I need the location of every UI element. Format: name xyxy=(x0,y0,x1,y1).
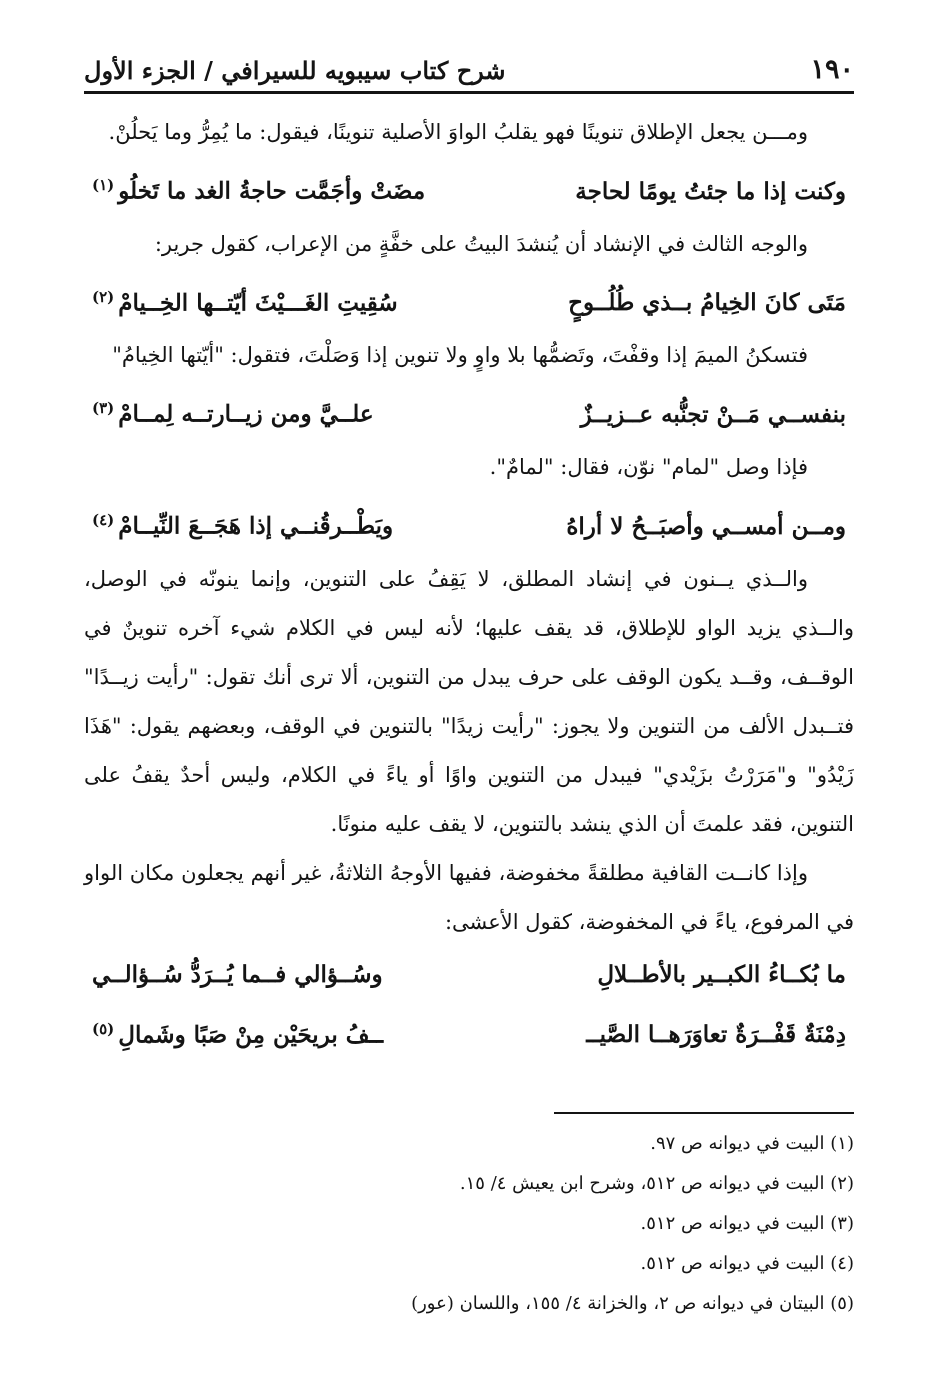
paragraph-4: فإذا وصل "لمام" نوّن، فقال: "لمامٌ". xyxy=(489,454,808,479)
verse-1-second-hemistich xyxy=(92,159,425,218)
page-number: ١٩٠ xyxy=(810,54,854,85)
verse-2 xyxy=(84,271,854,330)
verse-2-second-text: سُقِيتِ الغَـــيْثَ أيّتــها الخِــيامْ xyxy=(118,289,398,317)
paragraph-6: وإذا كانــت القافية مطلقةً مخفوضة، ففيها الأوجهُ الثلاثةُ، غير أنهم يجعلون مكان الواو في المرفوع، ياءً في المخفوضة، كقول الأعشى: xyxy=(84,860,854,934)
footnote-5: (٥) البيتان في ديوانه ص ٢، والخزانة ٤/ ١٥٥، واللسان (عور) xyxy=(411,1293,854,1314)
paragraph-2: والوجه الثالث في الإنشاد أن يُنشدَ البيتُ على خفَّةٍ من الإعراب، كقول جرير: xyxy=(154,231,808,256)
verse-3-first-hemistich: بنفســي مَــنْ تجنُّبه عــزيــزٌ xyxy=(580,400,846,428)
verse-6-first-hemistich: دِمْنَةٌ قَفْــرَةٌ تعاوَرَهــا الصَّيــ xyxy=(586,1021,846,1049)
footnote-4: (٤) البيت في ديوانه ص ٥١٢. xyxy=(640,1253,854,1274)
verse-1 xyxy=(84,159,854,218)
verse-4 xyxy=(84,494,854,553)
footnote-1: (١) البيت في ديوانه ص ٩٧. xyxy=(650,1133,854,1154)
footnote-ref-4[interactable]: (٤) xyxy=(92,510,115,529)
verse-5 xyxy=(84,949,854,1001)
footnote-ref-1[interactable]: (١) xyxy=(92,176,115,194)
verse-5-first-hemistich: ما بُكــاءُ الكبــير بالأطــلالِ xyxy=(597,960,846,988)
verse-2-second-hemistich xyxy=(92,271,398,330)
footnote-ref-5[interactable]: (٥) xyxy=(92,1019,115,1038)
verse-2-first-hemistich: مَتَى كانَ الخِيامُ بــذي طُلُــوحٍ xyxy=(568,289,846,317)
verse-3-second-hemistich xyxy=(92,382,374,441)
main-text xyxy=(84,108,854,1063)
footnote-3: (٣) البيت في ديوانه ص ٥١٢. xyxy=(640,1213,854,1234)
footnote-ref-2[interactable]: (٢) xyxy=(92,287,115,306)
footnote-separator xyxy=(554,1112,854,1114)
verse-4-second-hemistich xyxy=(92,494,393,553)
verse-3 xyxy=(84,382,854,441)
verse-6-second-text: ــفُ بريحَيْن مِنْ صَبًا وشَمالِ xyxy=(118,1021,384,1049)
verse-4-second-text: ويَطْــرقُنــي إذا هَجَــعَ النِّيــامْ xyxy=(118,512,394,540)
running-title: شرح كتاب سيبويه للسيرافي / الجزء الأول xyxy=(84,56,506,85)
verse-4-first-hemistich: ومــن أمســي وأصبَــحُ لا أراهُ xyxy=(566,512,846,540)
footnote-2: (٢) البيت في ديوانه ص ٥١٢، وشرح ابن يعيش ٤/ ١٥. xyxy=(459,1173,854,1194)
verse-6 xyxy=(84,1003,854,1062)
verse-3-second-text: علــيَّ ومن زيــارتــه لِمــامْ xyxy=(118,400,374,428)
paragraph-5: والــذي يــنون في إنشاد المطلق، لا يَقِفُ على التنوين، وإنما ينونّه في الوصل، والــذي يزيد الواو للإطلاق، قد يقف عليها؛ لأنه ليس في الكلام شيء آخره تنوينٌ في الوقــف، وقــد يكون الوقف على حرف يبدل من التنوين، ألا ترى أنك تقول: "رأيت زيــدًا" فتــبدل الألف من التنوين ولا يجوز: "رأيت زيدًا" بالتنوين في الوقف، وبعضهم يقول: "هَذَا زَيْدُو" و"مَرَرْتُ بزَيْدي" فيبدل من التنوين واوًا أو ياءً في الكلام، وليس أحدٌ يقفُ على التنوين، فقد علمتَ أن الذي ينشد بالتنوين، لا يقف عليه منونًا. xyxy=(84,566,854,836)
paragraph-3: فتسكنُ الميمَ إذا وقفْتَ، وتَضمُّها بلا واوٍ ولا تنوين إذا وَصَلْتَ، فتقول: "أيّتها الخِيامُ" xyxy=(112,343,808,368)
footnotes xyxy=(84,1124,854,1324)
verse-6-second-hemistich xyxy=(92,1003,383,1062)
footnote-ref-3[interactable]: (٣) xyxy=(92,399,115,418)
paragraph-1: ومـــن يجعل الإطلاق تنوينًا فهو يقلبُ الواوَ الأصلية تنوينًا، فيقول: ما يُمِرُّ وما يَحلُنْ. xyxy=(108,120,808,144)
verse-1-second-text: مضَتْ وأجَمَّت حاجةُ الغد ما تَخلُو xyxy=(118,177,426,205)
page-header xyxy=(84,38,854,94)
verse-1-first-hemistich: وكنت إذا ما جئتُ يومًا لحاجة xyxy=(575,177,846,205)
verse-5-second-hemistich: وسُــؤالي فــما يُــرَدُّ سُــؤالــي xyxy=(92,960,383,988)
